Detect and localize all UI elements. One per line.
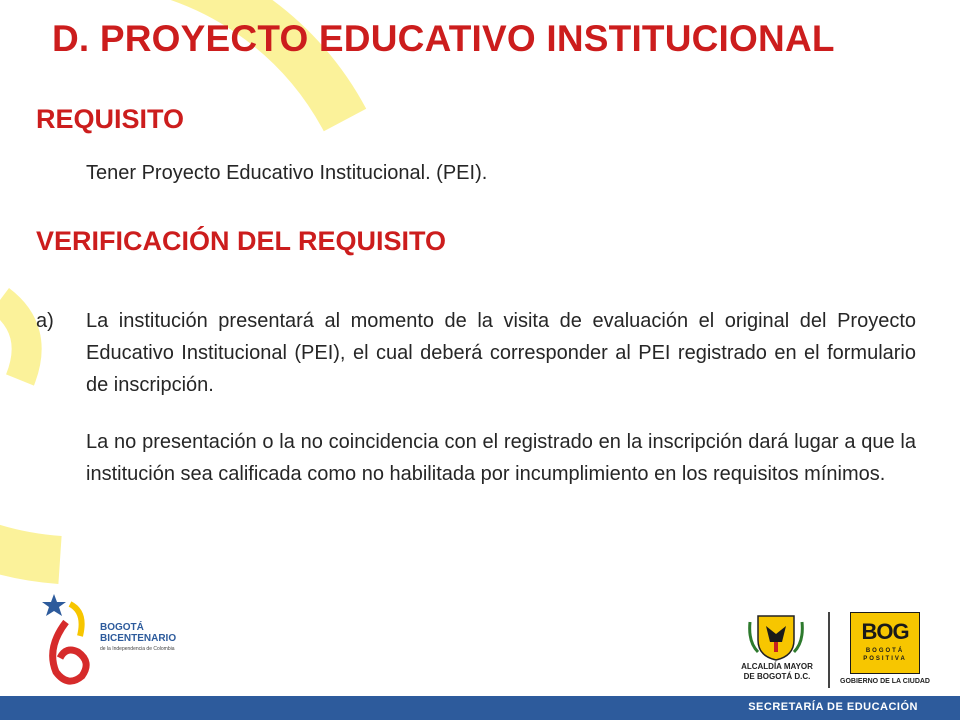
- bicentenario-line2: BICENTENARIO: [100, 633, 177, 644]
- bog-sub1: BOGOTÁ: [865, 648, 905, 654]
- verification-paragraph-2: La no presentación o la no coincidencia con el registrado en la inscripción dará lugar a que la institución sea calificada como no habilitada por incumplimiento en los requisitos mínimos.: [86, 431, 916, 485]
- bicentenario-logo-icon: [40, 592, 100, 692]
- gobierno-text: GOBIERNO DE LA CIUDAD: [840, 678, 930, 685]
- alcaldia-text: [732, 662, 822, 682]
- footer-label: SECRETARÍA DE EDUCACIÓN: [748, 701, 918, 713]
- page-title: D. PROYECTO EDUCATIVO INSTITUCIONAL: [52, 18, 835, 59]
- requirement-heading: REQUISITO: [36, 104, 185, 134]
- alcaldia-line2: DE BOGOTÁ D.C.: [743, 672, 811, 681]
- bicentenario-sub: de la Independencia de Colombia: [100, 646, 175, 652]
- logo-divider: [828, 612, 830, 688]
- bog-subtitle: [851, 647, 919, 663]
- bicentenario-text: [100, 622, 176, 655]
- bog-mark: BOG: [861, 619, 909, 644]
- bogota-positiva-logo: [850, 612, 920, 674]
- bicentenario-line1: BOGOTÁ: [100, 622, 144, 633]
- footer-bar: [0, 696, 960, 720]
- bog-sub2: POSITIVA: [863, 656, 907, 662]
- verification-heading: VERIFICACIÓN DEL REQUISITO: [36, 226, 447, 256]
- list-marker: a): [36, 310, 54, 332]
- alcaldia-line1: ALCALDÍA MAYOR: [741, 662, 813, 671]
- verification-paragraph-1: La institución presentará al momento de la visita de evaluación el original del Proyecto Educativo Institucional (PEI), el cual deberá corresponder al PEI registrado en el formulario de inscripción.: [86, 310, 916, 396]
- requirement-text: Tener Proyecto Educativo Institucional. (PEI).: [86, 162, 488, 184]
- alcaldia-shield-icon: [748, 612, 804, 662]
